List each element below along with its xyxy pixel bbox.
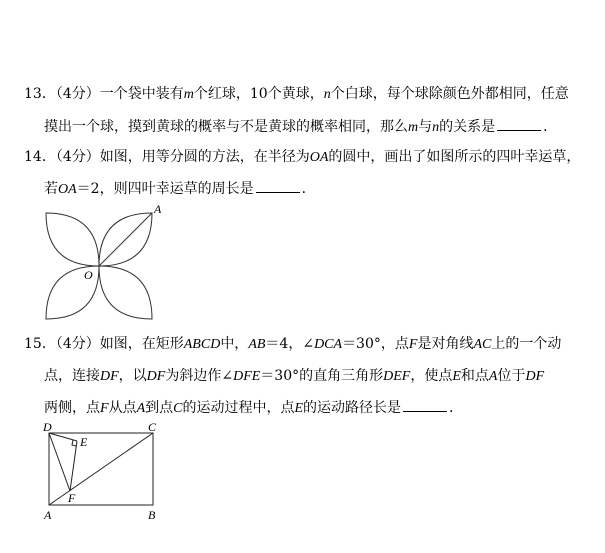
- q15-number: 15．: [24, 336, 56, 352]
- q13-answer-blank[interactable]: [497, 116, 541, 131]
- q15-var: DFE: [233, 369, 261, 384]
- q15-score: （4分）: [55, 336, 100, 352]
- q13-text: 个红球，10个黄球，: [193, 86, 324, 102]
- label-o: O: [84, 268, 93, 282]
- q15-var: E: [452, 369, 461, 384]
- q14-var-oa: OA: [309, 150, 329, 165]
- q14-answer-blank[interactable]: [256, 178, 300, 193]
- q15-text: 的运动路径长是: [303, 400, 402, 416]
- q15-text: 中，: [220, 336, 249, 352]
- q15-text: ．: [449, 400, 464, 416]
- clover-leaf-se: [99, 266, 152, 319]
- q15-text: 和点: [460, 368, 489, 384]
- q13-text: 的关系是: [439, 119, 496, 135]
- q15-text: ＝4，∠: [265, 336, 315, 352]
- q15-var: DF: [146, 369, 166, 384]
- q15-text: 为斜边作∠: [165, 368, 234, 384]
- q13-var-n: n: [432, 120, 440, 135]
- radius-oa: [99, 213, 152, 266]
- q14-line-2: [44, 178, 316, 200]
- q15-text: 到点: [145, 400, 174, 416]
- q14-text: ＝2，则四叶幸运草的周长是: [76, 181, 254, 197]
- segment-de: [49, 433, 77, 441]
- q13-text: 一个袋中装有: [99, 86, 184, 102]
- q13-var-n: n: [323, 87, 331, 102]
- q15-line-3: [44, 397, 463, 419]
- label-d: D: [43, 420, 52, 434]
- q15-var: DEF: [383, 369, 411, 384]
- label-a: A: [44, 508, 52, 522]
- q15-text: 如图，在矩形: [99, 336, 184, 352]
- q15-var: AB: [248, 337, 266, 352]
- q13-score: （4分）: [55, 86, 100, 102]
- q15-text: 的运动过程中，点: [182, 400, 295, 416]
- q14-score: （4分）: [55, 149, 100, 165]
- q15-rectangle-figure: [40, 420, 170, 528]
- q15-var: C: [173, 401, 183, 416]
- q13-text: ．: [543, 119, 558, 135]
- q13-text: 摸出一个球，摸到黄球的概率与不是黄球的概率相同，那么: [44, 119, 408, 135]
- q15-var: AC: [473, 337, 492, 352]
- clover-leaf-nw: [46, 213, 99, 266]
- q15-var: DF: [100, 369, 119, 384]
- q13-line-1: [24, 84, 569, 105]
- q14-clover-figure: [36, 203, 166, 329]
- q13-line-2: [44, 116, 557, 138]
- q13-var-m: m: [408, 120, 419, 135]
- q15-text: 点，连接: [44, 368, 100, 384]
- label-f: F: [68, 491, 76, 505]
- q14-number: 14．: [24, 149, 56, 165]
- q15-text: 位于: [497, 368, 526, 384]
- q14-var-oa: OA: [58, 182, 77, 197]
- q15-text: ，使点: [410, 368, 453, 384]
- q15-var: ABCD: [183, 337, 221, 352]
- q15-answer-blank[interactable]: [403, 397, 447, 412]
- q15-var: A: [136, 401, 146, 416]
- label-c: C: [148, 420, 157, 434]
- label-a: A: [154, 203, 162, 216]
- q15-var: DF: [525, 369, 545, 384]
- q14-text: ．: [301, 181, 316, 197]
- q15-var: DCA: [314, 337, 343, 352]
- q13-number: 13．: [24, 86, 56, 102]
- diagonal-ac: [49, 433, 153, 505]
- q13-var-m: m: [183, 87, 194, 102]
- q15-line-2: [44, 366, 544, 387]
- q15-text: 上的一个动: [491, 336, 562, 352]
- q15-text: ＝30°，点: [342, 336, 409, 352]
- q15-var: F: [100, 401, 109, 416]
- q15-text: 是对角线: [417, 336, 474, 352]
- label-e: E: [80, 435, 88, 449]
- q15-text: 从点: [108, 400, 137, 416]
- q14-text: 如图，用等分圆的方法，在半径为: [99, 149, 310, 165]
- q13-text: 与: [418, 119, 433, 135]
- q15-var: F: [408, 337, 418, 352]
- q15-text: ＝30°的直角三角形: [260, 368, 384, 384]
- q14-text: 的圆中，画出了如图所示的四叶幸运草，: [328, 149, 581, 165]
- q14-text: 若: [44, 181, 58, 197]
- q15-var: A: [488, 369, 498, 384]
- q13-text: 个白球，每个球除颜色外都相同，任意: [330, 86, 569, 102]
- label-b: B: [148, 508, 156, 522]
- q15-text: 两侧，点: [44, 400, 100, 416]
- q14-line-1: [24, 147, 580, 168]
- q15-var: E: [294, 401, 304, 416]
- q15-text: ，以: [118, 368, 147, 384]
- segment-ef: [70, 441, 77, 491]
- q15-line-1: [24, 334, 561, 355]
- segment-df: [49, 433, 70, 491]
